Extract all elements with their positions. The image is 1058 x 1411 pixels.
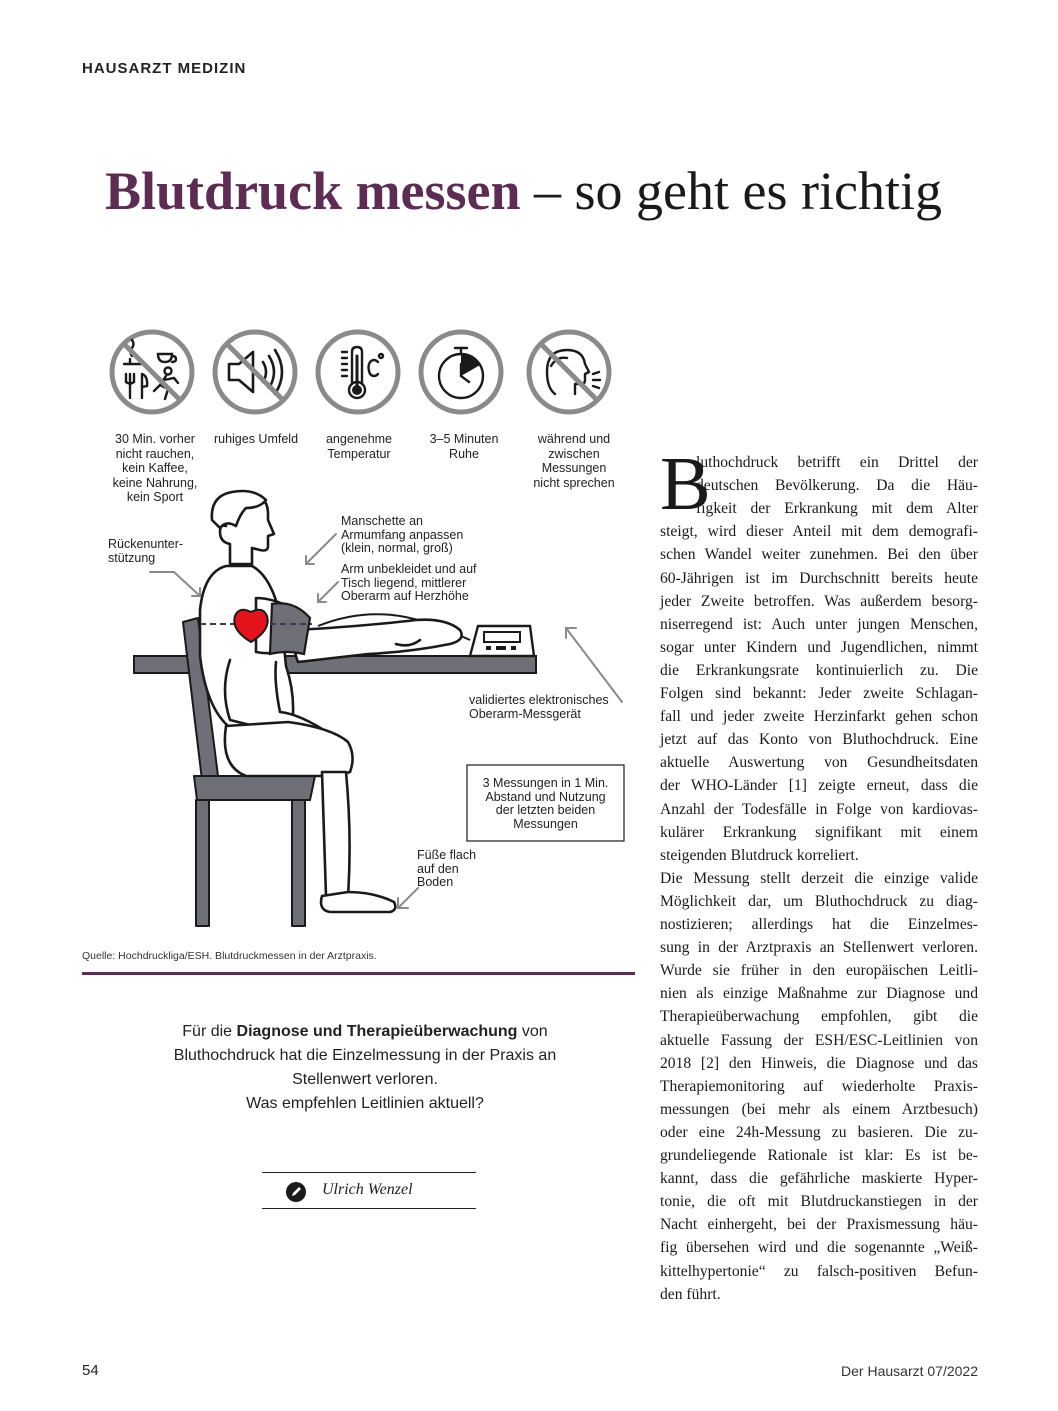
article-line: tonie, die oft mit Blutdruckanstiegen in der	[660, 1193, 978, 1211]
headline	[105, 160, 942, 222]
article-line: jeder Zweite betroffen. Was außerdem besorg-	[660, 592, 978, 610]
article-line: nien als einzige Maßnahme zur Diagnose und	[660, 985, 978, 1003]
headline-accent: Blutdruck messen	[105, 161, 521, 221]
article-line: niserregend ist: Auch unter jungen Menschen,	[660, 615, 978, 633]
article-line: aktuelle Fassung der ESH/ESC-Leitlinien von	[660, 1031, 978, 1049]
annotation-feet: Füße flach auf den Boden	[417, 848, 477, 889]
annotation-back-support: Rückenunter- stützung	[108, 537, 184, 565]
article-line: den führt.	[660, 1285, 721, 1303]
article-line: steigt, wird dieser Anteil mit dem demografi-	[660, 523, 978, 541]
drop-cap: B	[660, 442, 711, 526]
article-line: deutschen Bevölkerung. Da die Häu-	[696, 477, 978, 495]
accent-rule	[82, 972, 635, 975]
article-line: grundeliegende Rationale ist klar: Es ist be-	[660, 1147, 978, 1164]
article-line: fig übersehen wird und die sogenannte „Weiß-	[660, 1239, 978, 1257]
article-line: Die Messung stellt derzeit die einzige valide	[660, 869, 978, 887]
author-byline	[262, 1180, 476, 1204]
article-line: Folgen sind bekannt: Jeder zweite Schlagan-	[660, 685, 978, 702]
article-line: aktuelle Auswertung von Gesundheitsdaten	[660, 754, 978, 772]
annotation-measurements: 3 Messungen in 1 Min. Abstand und Nutzung der letzten beiden Messungen	[482, 776, 609, 831]
article-line: 60-Jährigen ist im Durchschnitt bereits heute	[660, 569, 978, 587]
article-line: Wurde sie früher in den europäischen Leitli-	[660, 962, 978, 980]
author-rule-top	[262, 1172, 476, 1173]
icon-caption: angenehme Temperatur	[325, 432, 393, 461]
author-name: Ulrich Wenzel	[322, 1181, 413, 1198]
article-line: kittelhypertonie“ zu falsch-positiven Befun-	[660, 1262, 978, 1280]
muted-speaker-icon	[211, 328, 299, 416]
article-line: schen Wandel weiter zunehmen. Bei den über	[660, 546, 978, 564]
article-line: sung in der Arztpraxis an Stellenwert verloren.	[660, 939, 978, 957]
icon-caption: ruhiges Umfeld	[213, 432, 299, 446]
article-line: die Erkrankungsrate kontinuierlich zu. Die	[660, 661, 978, 679]
stopwatch-icon	[417, 328, 505, 416]
article-line: Nacht einhergeht, bei der Praxismessung häu-	[660, 1216, 978, 1234]
no-smoking-food-sport-icon	[108, 328, 196, 416]
headline-rest: – so geht es richtig	[520, 161, 942, 221]
article-line: Therapieüberwachung empfohlen, gibt die	[660, 1008, 978, 1026]
article-line: nostizieren; allerdings hat die Einzelmes-	[660, 916, 978, 933]
article-line: 2018 [2] den Hinweis, die Diagnose und das	[660, 1054, 978, 1072]
section-label: HAUSARZT MEDIZIN	[82, 60, 247, 77]
no-talking-icon	[525, 328, 613, 416]
article-line: steigenden Blutdruck korreliert.	[660, 846, 859, 864]
article-line: Anzahl der Todesfälle in Folge von kardiovas-	[660, 800, 978, 818]
icon-caption: 30 Min. vorher nicht rauchen, kein Kaffee, keine Nahrung, kein Sport	[112, 432, 198, 504]
article-line: jetzt auf das Konto von Bluthochdruck. Eine	[660, 731, 978, 749]
article-line: kannt, dass die gefährliche maskierte Hyper-	[660, 1170, 978, 1188]
cuff	[270, 603, 310, 654]
article-line: kulärer Erkrankung signifikant mit einem	[660, 823, 978, 841]
article-line: der WHO-Länder [1] zeigte erneut, dass die	[660, 777, 978, 795]
article-line: messungen (bei mehr als einem Arztbesuch)	[660, 1100, 978, 1118]
annotation-device: validiertes elektronisches Oberarm-Messgerät	[469, 693, 609, 721]
annotation-arm: Arm unbekleidet und auf Tisch liegend, mittlerer Oberarm auf Herzhöhe	[341, 562, 477, 603]
intro-teaser: Für die Diagnose und Therapieüberwachung von Bluthochdruck hat die Einzelmessung in der Praxis an Stellenwert verloren. Was empfehlen Leitlinien aktuell?	[140, 1020, 590, 1116]
article-line: oder eine 24h-Messung zu basieren. Die zu-	[660, 1123, 978, 1141]
intro-question: Was empfehlen Leitlinien aktuell?	[246, 1095, 484, 1112]
article-line: Therapiemonitoring auf wiederholte Praxis-	[660, 1077, 978, 1095]
blood-pressure-monitor	[470, 626, 534, 656]
figure-source: Quelle: Hochdruckliga/ESH. Blutdruckmessen in der Arztpraxis.	[82, 950, 377, 962]
page-number: 54	[82, 1362, 99, 1379]
author-rule-bottom	[262, 1208, 476, 1209]
annotation-cuff: Manschette an Armumfang anpassen (klein, normal, groß)	[341, 514, 464, 555]
pen-icon	[286, 1182, 306, 1202]
icon-caption: 3–5 Minuten Ruhe	[429, 432, 499, 461]
thermometer-celsius-icon	[314, 328, 402, 416]
article-line: fall und jeder zweite Herzinfarkt gehen schon	[660, 708, 978, 726]
icon-caption: während und zwischen Messungen nicht sprechen	[533, 432, 615, 490]
article-line: sogar unter Kindern und Jugendlichen, nimmt	[660, 638, 978, 656]
article-line: Möglichkeit dar, um Bluthochdruck zu diag-	[660, 892, 978, 910]
article-line: luthochdruck betrifft ein Drittel der	[696, 454, 978, 471]
article-line: figkeit der Erkrankung mit dem Alter	[696, 500, 978, 518]
magazine-issue: Der Hausarzt 07/2022	[841, 1363, 978, 1379]
